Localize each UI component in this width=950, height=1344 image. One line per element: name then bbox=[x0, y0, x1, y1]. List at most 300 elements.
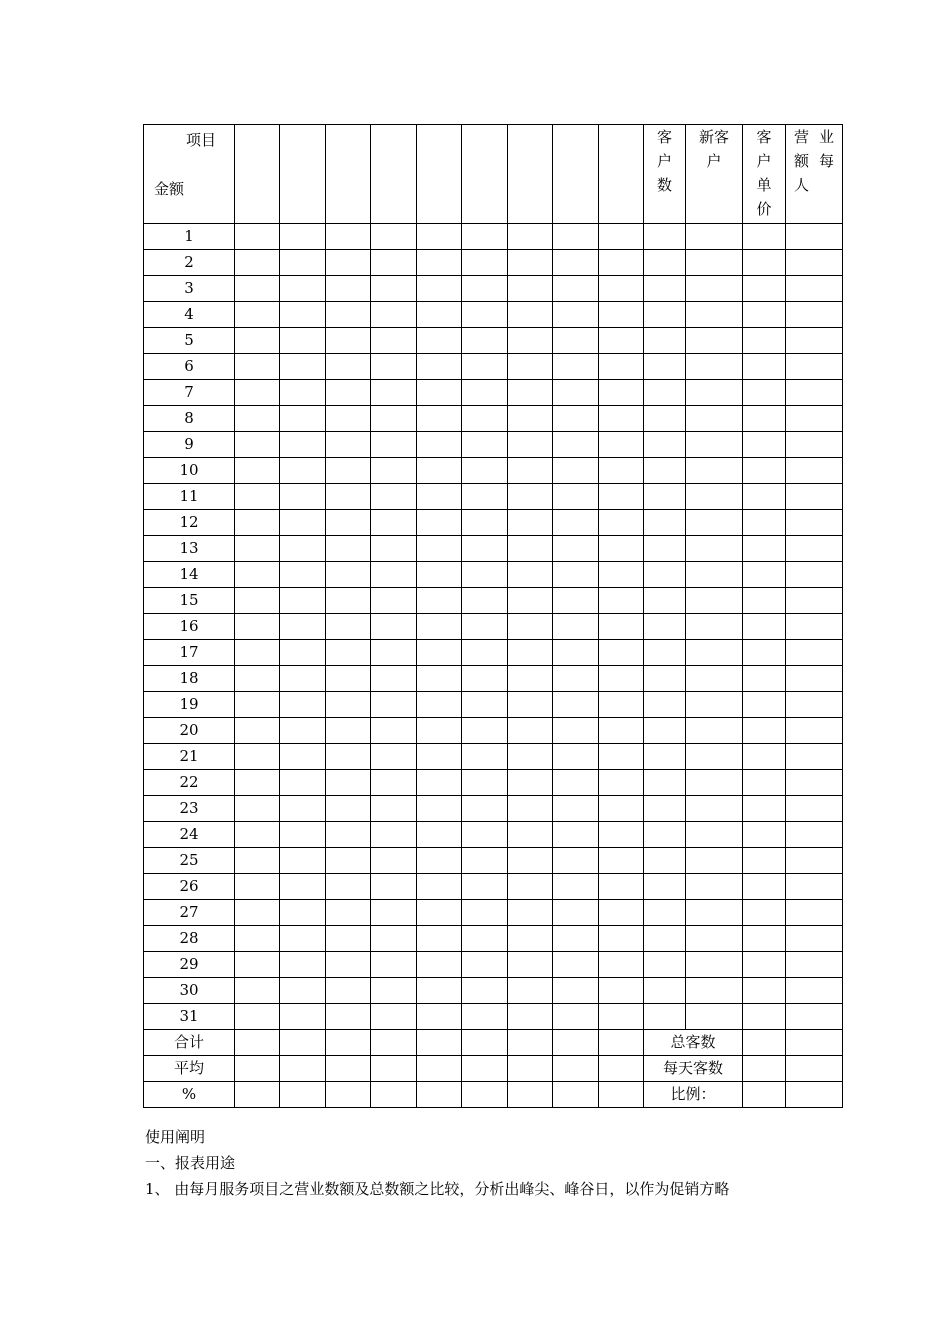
data-cell bbox=[786, 224, 843, 250]
data-cell bbox=[553, 770, 599, 796]
day-label: 26 bbox=[144, 874, 235, 900]
data-cell bbox=[371, 718, 417, 744]
data-cell bbox=[644, 536, 686, 562]
data-cell bbox=[508, 432, 553, 458]
data-cell bbox=[553, 952, 599, 978]
data-cell bbox=[417, 666, 462, 692]
data-cell bbox=[371, 614, 417, 640]
data-cell bbox=[743, 1004, 786, 1030]
day-row bbox=[144, 588, 843, 614]
data-cell bbox=[417, 744, 462, 770]
day-label: 29 bbox=[144, 952, 235, 978]
data-cell bbox=[417, 796, 462, 822]
data-cell bbox=[462, 900, 508, 926]
data-cell bbox=[743, 302, 786, 328]
data-cell bbox=[786, 380, 843, 406]
data-cell bbox=[235, 588, 280, 614]
data-cell bbox=[371, 276, 417, 302]
day-label: 2 bbox=[144, 250, 235, 276]
data-cell bbox=[417, 588, 462, 614]
data-cell bbox=[462, 250, 508, 276]
data-cell bbox=[644, 250, 686, 276]
data-cell bbox=[326, 978, 371, 1004]
data-cell bbox=[235, 926, 280, 952]
data-cell bbox=[508, 302, 553, 328]
data-cell bbox=[686, 822, 743, 848]
data-cell bbox=[743, 770, 786, 796]
data-cell bbox=[326, 224, 371, 250]
data-cell bbox=[417, 354, 462, 380]
data-cell bbox=[686, 510, 743, 536]
data-cell bbox=[743, 822, 786, 848]
data-cell bbox=[371, 380, 417, 406]
data-cell bbox=[417, 328, 462, 354]
data-cell bbox=[553, 536, 599, 562]
day-label: 19 bbox=[144, 692, 235, 718]
data-cell bbox=[326, 952, 371, 978]
data-cell bbox=[508, 952, 553, 978]
data-cell bbox=[599, 536, 644, 562]
data-cell bbox=[508, 458, 553, 484]
data-cell bbox=[326, 796, 371, 822]
data-cell bbox=[553, 224, 599, 250]
data-cell bbox=[553, 276, 599, 302]
data-cell bbox=[644, 406, 686, 432]
data-cell bbox=[417, 276, 462, 302]
data-cell bbox=[786, 1056, 843, 1082]
day-row bbox=[144, 1004, 843, 1030]
data-cell bbox=[508, 770, 553, 796]
data-cell bbox=[235, 328, 280, 354]
data-cell bbox=[462, 692, 508, 718]
data-cell bbox=[786, 874, 843, 900]
data-cell bbox=[280, 770, 326, 796]
data-cell bbox=[280, 1004, 326, 1030]
data-cell bbox=[371, 692, 417, 718]
data-cell bbox=[743, 406, 786, 432]
day-label: 15 bbox=[144, 588, 235, 614]
blank-header-cell bbox=[326, 125, 371, 224]
corner-label-item: 项目 bbox=[186, 131, 217, 149]
data-cell bbox=[743, 510, 786, 536]
data-cell bbox=[686, 874, 743, 900]
data-cell bbox=[743, 328, 786, 354]
data-cell bbox=[644, 744, 686, 770]
data-cell bbox=[553, 250, 599, 276]
data-cell bbox=[508, 744, 553, 770]
data-cell bbox=[599, 1056, 644, 1082]
data-cell bbox=[686, 328, 743, 354]
data-cell bbox=[235, 484, 280, 510]
data-cell bbox=[280, 796, 326, 822]
data-cell bbox=[462, 276, 508, 302]
data-cell bbox=[462, 484, 508, 510]
data-cell bbox=[326, 614, 371, 640]
day-label: 23 bbox=[144, 796, 235, 822]
data-cell bbox=[235, 952, 280, 978]
day-row bbox=[144, 276, 843, 302]
data-cell bbox=[786, 536, 843, 562]
data-cell bbox=[462, 1082, 508, 1108]
data-cell bbox=[786, 978, 843, 1004]
data-cell bbox=[326, 744, 371, 770]
data-cell bbox=[417, 1082, 462, 1108]
data-cell bbox=[508, 1056, 553, 1082]
data-cell bbox=[417, 770, 462, 796]
data-cell bbox=[644, 874, 686, 900]
data-cell bbox=[417, 692, 462, 718]
day-label: 30 bbox=[144, 978, 235, 1004]
day-label: 24 bbox=[144, 822, 235, 848]
data-cell bbox=[462, 822, 508, 848]
data-cell bbox=[371, 302, 417, 328]
data-cell bbox=[686, 354, 743, 380]
data-cell bbox=[599, 224, 644, 250]
day-row bbox=[144, 952, 843, 978]
data-cell bbox=[280, 380, 326, 406]
data-cell bbox=[599, 328, 644, 354]
data-cell bbox=[462, 510, 508, 536]
data-cell bbox=[644, 692, 686, 718]
day-label: 18 bbox=[144, 666, 235, 692]
data-cell bbox=[235, 640, 280, 666]
data-cell bbox=[786, 562, 843, 588]
data-cell bbox=[326, 770, 371, 796]
data-cell bbox=[786, 900, 843, 926]
data-cell bbox=[599, 458, 644, 484]
data-cell bbox=[235, 302, 280, 328]
data-cell bbox=[553, 354, 599, 380]
data-cell bbox=[235, 1004, 280, 1030]
data-cell bbox=[644, 1004, 686, 1030]
data-cell bbox=[743, 744, 786, 770]
data-cell bbox=[280, 224, 326, 250]
data-cell bbox=[280, 978, 326, 1004]
data-cell bbox=[686, 562, 743, 588]
day-label: 12 bbox=[144, 510, 235, 536]
notes-section-heading: 一、报表用途 bbox=[145, 1154, 236, 1172]
day-row bbox=[144, 744, 843, 770]
data-cell bbox=[280, 562, 326, 588]
data-cell bbox=[743, 900, 786, 926]
data-cell bbox=[280, 718, 326, 744]
data-cell bbox=[786, 796, 843, 822]
data-cell bbox=[280, 406, 326, 432]
corner-cell bbox=[144, 125, 235, 224]
data-cell bbox=[371, 1056, 417, 1082]
data-cell bbox=[417, 458, 462, 484]
data-cell bbox=[599, 250, 644, 276]
data-cell bbox=[644, 328, 686, 354]
data-cell bbox=[326, 718, 371, 744]
data-cell bbox=[280, 588, 326, 614]
data-cell bbox=[599, 380, 644, 406]
data-cell bbox=[553, 900, 599, 926]
data-cell bbox=[786, 926, 843, 952]
corner-label-amount: 金额 bbox=[154, 180, 185, 198]
data-cell bbox=[417, 224, 462, 250]
data-cell bbox=[553, 692, 599, 718]
day-row bbox=[144, 640, 843, 666]
data-cell bbox=[508, 718, 553, 744]
data-cell bbox=[686, 614, 743, 640]
data-cell bbox=[644, 614, 686, 640]
data-cell bbox=[417, 562, 462, 588]
data-cell bbox=[371, 874, 417, 900]
data-cell bbox=[743, 224, 786, 250]
data-cell bbox=[280, 432, 326, 458]
data-cell bbox=[280, 328, 326, 354]
data-cell bbox=[417, 406, 462, 432]
data-cell bbox=[743, 380, 786, 406]
data-cell bbox=[462, 562, 508, 588]
day-row bbox=[144, 224, 843, 250]
data-cell bbox=[371, 900, 417, 926]
day-label: 20 bbox=[144, 718, 235, 744]
data-cell bbox=[743, 952, 786, 978]
data-cell bbox=[599, 848, 644, 874]
data-cell bbox=[371, 744, 417, 770]
data-cell bbox=[686, 432, 743, 458]
data-cell bbox=[280, 484, 326, 510]
data-cell bbox=[644, 900, 686, 926]
data-cell bbox=[686, 744, 743, 770]
data-cell bbox=[508, 536, 553, 562]
data-cell bbox=[371, 978, 417, 1004]
header-customers: 客户数 bbox=[644, 125, 686, 224]
data-cell bbox=[686, 978, 743, 1004]
data-cell bbox=[786, 1082, 843, 1108]
data-cell bbox=[508, 978, 553, 1004]
data-cell bbox=[462, 406, 508, 432]
data-cell bbox=[462, 1030, 508, 1056]
data-cell bbox=[599, 276, 644, 302]
data-cell bbox=[508, 1082, 553, 1108]
header-revenue-per-person: 营业额每人 bbox=[786, 125, 843, 224]
data-cell bbox=[371, 822, 417, 848]
data-cell bbox=[280, 744, 326, 770]
data-cell bbox=[599, 770, 644, 796]
data-cell bbox=[235, 562, 280, 588]
data-cell bbox=[371, 536, 417, 562]
data-cell bbox=[553, 874, 599, 900]
data-cell bbox=[417, 432, 462, 458]
data-cell bbox=[235, 250, 280, 276]
data-cell bbox=[786, 406, 843, 432]
data-cell bbox=[553, 822, 599, 848]
data-cell bbox=[462, 952, 508, 978]
day-row bbox=[144, 458, 843, 484]
data-cell bbox=[508, 484, 553, 510]
data-cell bbox=[686, 250, 743, 276]
data-cell bbox=[371, 250, 417, 276]
summary-row bbox=[144, 1030, 843, 1056]
data-cell bbox=[553, 380, 599, 406]
data-cell bbox=[686, 900, 743, 926]
day-label: 14 bbox=[144, 562, 235, 588]
data-cell bbox=[371, 354, 417, 380]
data-cell bbox=[326, 874, 371, 900]
day-row bbox=[144, 250, 843, 276]
data-cell bbox=[743, 874, 786, 900]
data-cell bbox=[462, 302, 508, 328]
data-cell bbox=[553, 718, 599, 744]
data-cell bbox=[786, 640, 843, 666]
data-cell bbox=[462, 744, 508, 770]
data-cell bbox=[743, 666, 786, 692]
day-row bbox=[144, 406, 843, 432]
data-cell bbox=[743, 536, 786, 562]
data-cell bbox=[326, 250, 371, 276]
data-cell bbox=[599, 796, 644, 822]
data-cell bbox=[599, 640, 644, 666]
data-cell bbox=[686, 770, 743, 796]
data-cell bbox=[326, 432, 371, 458]
data-cell bbox=[508, 328, 553, 354]
data-cell bbox=[743, 588, 786, 614]
data-cell bbox=[508, 1030, 553, 1056]
data-cell bbox=[417, 978, 462, 1004]
data-cell bbox=[235, 718, 280, 744]
data-cell bbox=[508, 640, 553, 666]
data-cell bbox=[743, 276, 786, 302]
data-cell bbox=[371, 666, 417, 692]
day-row bbox=[144, 666, 843, 692]
data-cell bbox=[686, 484, 743, 510]
data-cell bbox=[417, 614, 462, 640]
data-cell bbox=[417, 302, 462, 328]
data-cell bbox=[326, 328, 371, 354]
data-cell bbox=[326, 536, 371, 562]
summary-right-label: 每天客数 bbox=[644, 1056, 743, 1082]
blank-header-cell bbox=[462, 125, 508, 224]
data-cell bbox=[371, 796, 417, 822]
summary-row bbox=[144, 1056, 843, 1082]
day-row bbox=[144, 536, 843, 562]
data-cell bbox=[508, 354, 553, 380]
day-row bbox=[144, 848, 843, 874]
data-cell bbox=[235, 276, 280, 302]
data-cell bbox=[786, 276, 843, 302]
data-cell bbox=[553, 406, 599, 432]
data-cell bbox=[743, 484, 786, 510]
data-cell bbox=[235, 900, 280, 926]
data-cell bbox=[553, 484, 599, 510]
data-cell bbox=[326, 666, 371, 692]
data-cell bbox=[743, 458, 786, 484]
data-cell bbox=[326, 484, 371, 510]
data-cell bbox=[462, 328, 508, 354]
day-label: 16 bbox=[144, 614, 235, 640]
data-cell bbox=[599, 1030, 644, 1056]
data-cell bbox=[235, 458, 280, 484]
data-cell bbox=[462, 874, 508, 900]
day-label: 22 bbox=[144, 770, 235, 796]
data-cell bbox=[644, 978, 686, 1004]
data-cell bbox=[686, 952, 743, 978]
day-label: 10 bbox=[144, 458, 235, 484]
data-cell bbox=[462, 224, 508, 250]
data-cell bbox=[644, 822, 686, 848]
data-cell bbox=[417, 822, 462, 848]
data-cell bbox=[786, 1030, 843, 1056]
data-cell bbox=[686, 406, 743, 432]
data-cell bbox=[508, 406, 553, 432]
data-cell bbox=[371, 952, 417, 978]
data-cell bbox=[553, 744, 599, 770]
data-cell bbox=[371, 224, 417, 250]
data-cell bbox=[786, 666, 843, 692]
data-cell bbox=[235, 432, 280, 458]
data-cell bbox=[553, 640, 599, 666]
data-cell bbox=[686, 640, 743, 666]
data-cell bbox=[599, 510, 644, 536]
data-cell bbox=[644, 276, 686, 302]
data-cell bbox=[235, 510, 280, 536]
data-cell bbox=[280, 1056, 326, 1082]
data-cell bbox=[644, 588, 686, 614]
day-label: 1 bbox=[144, 224, 235, 250]
data-cell bbox=[326, 380, 371, 406]
day-row bbox=[144, 380, 843, 406]
data-cell bbox=[371, 484, 417, 510]
data-cell bbox=[417, 380, 462, 406]
data-cell bbox=[371, 458, 417, 484]
data-cell bbox=[462, 718, 508, 744]
data-cell bbox=[280, 926, 326, 952]
data-cell bbox=[553, 796, 599, 822]
data-cell bbox=[599, 484, 644, 510]
data-cell bbox=[686, 666, 743, 692]
data-cell bbox=[326, 588, 371, 614]
data-cell bbox=[235, 224, 280, 250]
data-cell bbox=[553, 978, 599, 1004]
data-cell bbox=[686, 796, 743, 822]
data-cell bbox=[462, 588, 508, 614]
data-cell bbox=[508, 224, 553, 250]
data-cell bbox=[508, 1004, 553, 1030]
blank-header-cell bbox=[599, 125, 644, 224]
data-cell bbox=[786, 484, 843, 510]
data-cell bbox=[462, 458, 508, 484]
data-cell bbox=[280, 848, 326, 874]
data-cell bbox=[644, 458, 686, 484]
data-cell bbox=[280, 250, 326, 276]
data-cell bbox=[644, 510, 686, 536]
data-cell bbox=[644, 380, 686, 406]
day-label: 11 bbox=[144, 484, 235, 510]
day-row bbox=[144, 328, 843, 354]
data-cell bbox=[599, 666, 644, 692]
data-cell bbox=[235, 978, 280, 1004]
data-cell bbox=[508, 796, 553, 822]
data-cell bbox=[280, 302, 326, 328]
data-cell bbox=[235, 848, 280, 874]
day-label: 8 bbox=[144, 406, 235, 432]
data-cell bbox=[371, 588, 417, 614]
day-row bbox=[144, 562, 843, 588]
data-cell bbox=[280, 458, 326, 484]
data-cell bbox=[644, 484, 686, 510]
data-cell bbox=[235, 1082, 280, 1108]
data-cell bbox=[417, 900, 462, 926]
day-row bbox=[144, 692, 843, 718]
data-cell bbox=[644, 432, 686, 458]
data-cell bbox=[599, 1004, 644, 1030]
data-cell bbox=[417, 1004, 462, 1030]
data-cell bbox=[786, 250, 843, 276]
data-cell bbox=[508, 692, 553, 718]
